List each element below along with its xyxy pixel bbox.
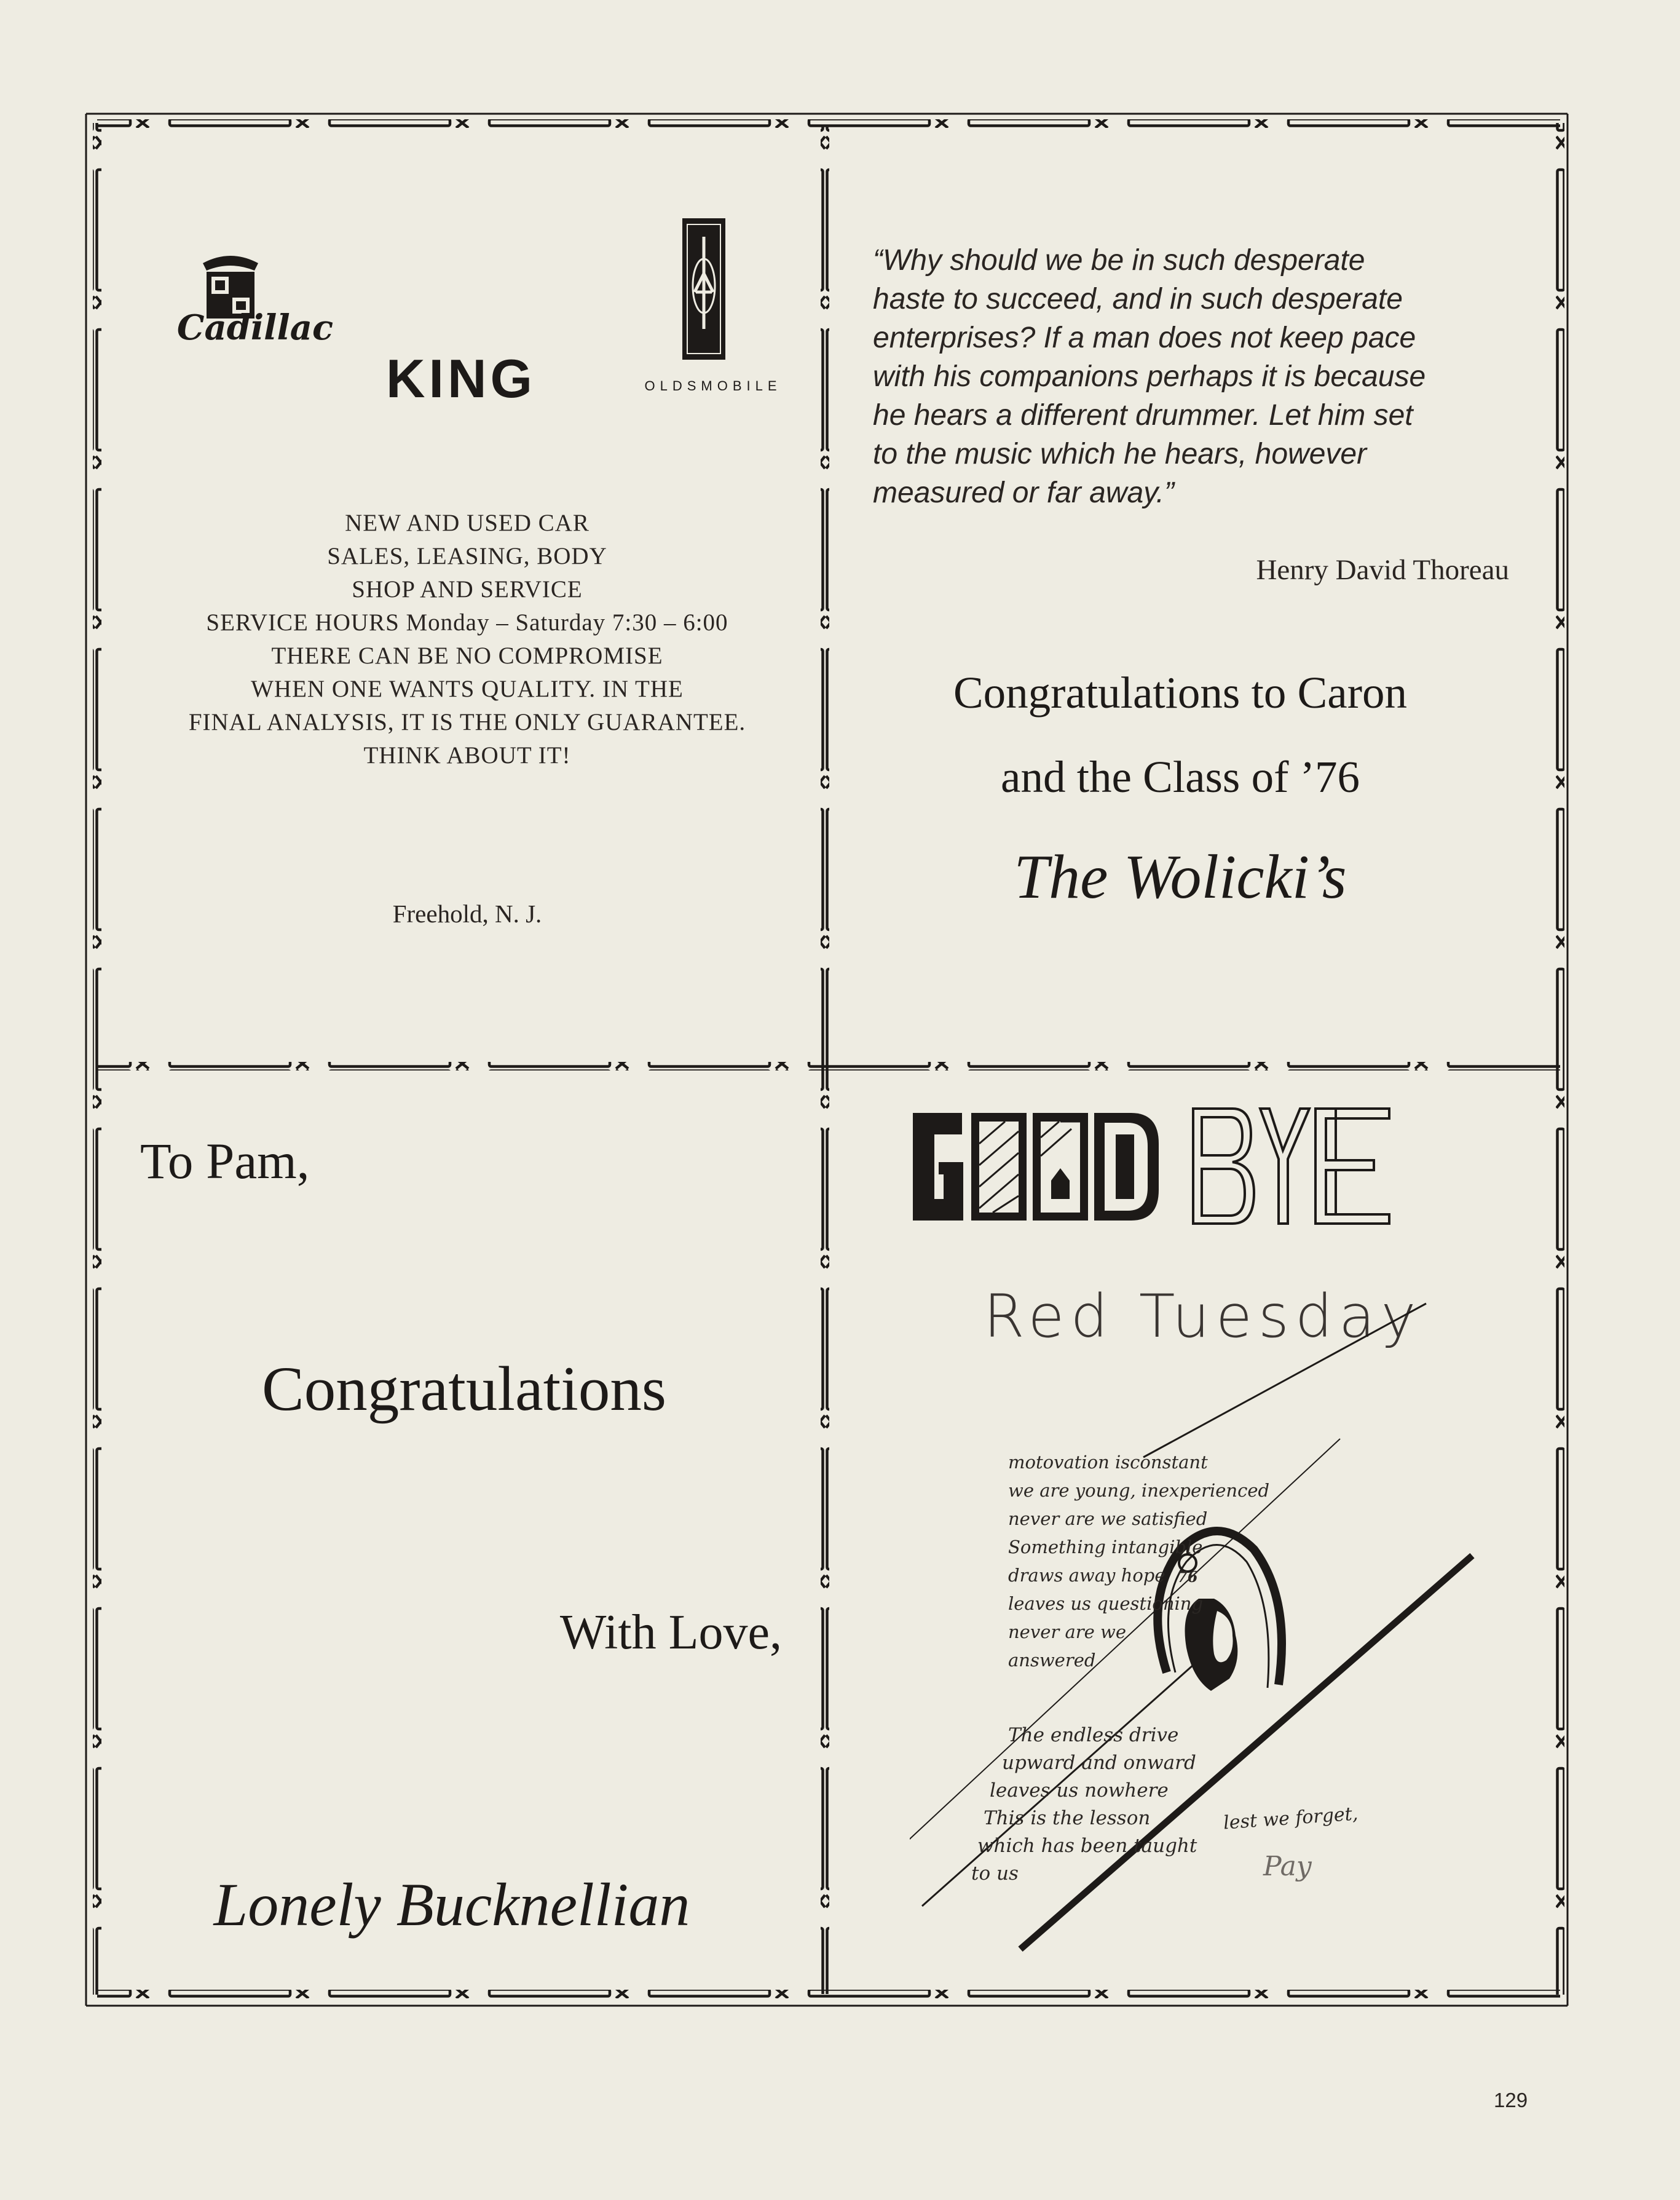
ad-line: SHOP AND SERVICE [352, 576, 583, 603]
poem-line: The endless drive [1008, 1724, 1179, 1746]
quote-line: he hears a different drummer. Let him set [873, 399, 1413, 432]
ad-line: THERE CAN BE NO COMPROMISE [271, 643, 663, 669]
ad-line: THINK ABOUT IT! [363, 742, 571, 769]
class-of-76: and the Class of ’76 [1001, 752, 1360, 802]
good-lettering-icon [907, 1107, 1165, 1227]
congrats-caron: Congratulations to Caron [953, 668, 1408, 718]
badge-76: 76 [1177, 1568, 1198, 1586]
poem-line: answered [1008, 1650, 1096, 1671]
poem-line: This is the lesson [984, 1807, 1151, 1829]
congratulations-heading: Congratulations [262, 1354, 666, 1424]
poem-line: to us [971, 1862, 1019, 1885]
quote-author: Henry David Thoreau [1256, 554, 1509, 586]
quote-line: “Why should we be in such desperate [873, 244, 1365, 277]
poem-line: never are we [1008, 1621, 1126, 1642]
poem-endless-drive [971, 1722, 1197, 1888]
dealer-location: Freehold, N. J. [392, 900, 542, 928]
poem-line: never are we satisfied [1008, 1508, 1208, 1529]
oldsmobile-rocket-icon [682, 218, 725, 360]
poem-line: motovation isconstant [1008, 1452, 1208, 1473]
lest-we-forget: lest we forget, [1223, 1803, 1359, 1834]
king-ad-copy [123, 507, 811, 772]
wolicki-signature: The Wolicki’s [1014, 842, 1347, 912]
ad-line: SALES, LEASING, BODY [327, 543, 607, 569]
poem-line: Something intangible [1008, 1537, 1203, 1557]
ad-line: WHEN ONE WANTS QUALITY. IN THE [251, 676, 684, 702]
quote-line: haste to succeed, and in such desperate [873, 283, 1403, 315]
poem-line: leaves us nowhere [990, 1779, 1169, 1802]
quote-line: measured or far away.” [873, 477, 1174, 509]
oldsmobile-label: OLDSMOBILE [644, 378, 782, 394]
greeting: To Pam, [140, 1133, 310, 1189]
cadillac-wordmark: Cadillac [176, 307, 334, 348]
poem-line: which has been taught [977, 1835, 1197, 1857]
bye-lettering-icon [1189, 1104, 1395, 1230]
quote-line: to the music which he hears, however [873, 438, 1367, 470]
red-tuesday-heading: Red Tuesday [984, 1282, 1422, 1351]
ad-line: NEW AND USED CAR [345, 510, 590, 536]
poem-line: upward and onward [1002, 1752, 1196, 1774]
thoreau-quote [873, 241, 1512, 512]
lonely-bucknellian-signature: Lonely Bucknellian [213, 1870, 690, 1939]
ad-line: SERVICE HOURS Monday – Saturday 7:30 – 6:00 [206, 609, 728, 636]
closing: With Love, [559, 1605, 782, 1660]
page-number: 129 [1494, 2089, 1528, 2111]
ad-line: FINAL ANALYSIS, IT IS THE ONLY GUARANTEE. [188, 709, 746, 735]
signed-name: Pay [1263, 1851, 1312, 1882]
poem-motivation [1008, 1448, 1269, 1674]
poem-line: draws away hope [1008, 1565, 1165, 1586]
poem-line: we are young, inexperienced [1008, 1480, 1270, 1501]
poem-line: leaves us questioning [1008, 1593, 1204, 1614]
quote-line: enterprises? If a man does not keep pace [873, 322, 1416, 354]
quote-line: with his companions perhaps it is because [873, 360, 1426, 393]
dealer-name: KING [386, 348, 536, 409]
